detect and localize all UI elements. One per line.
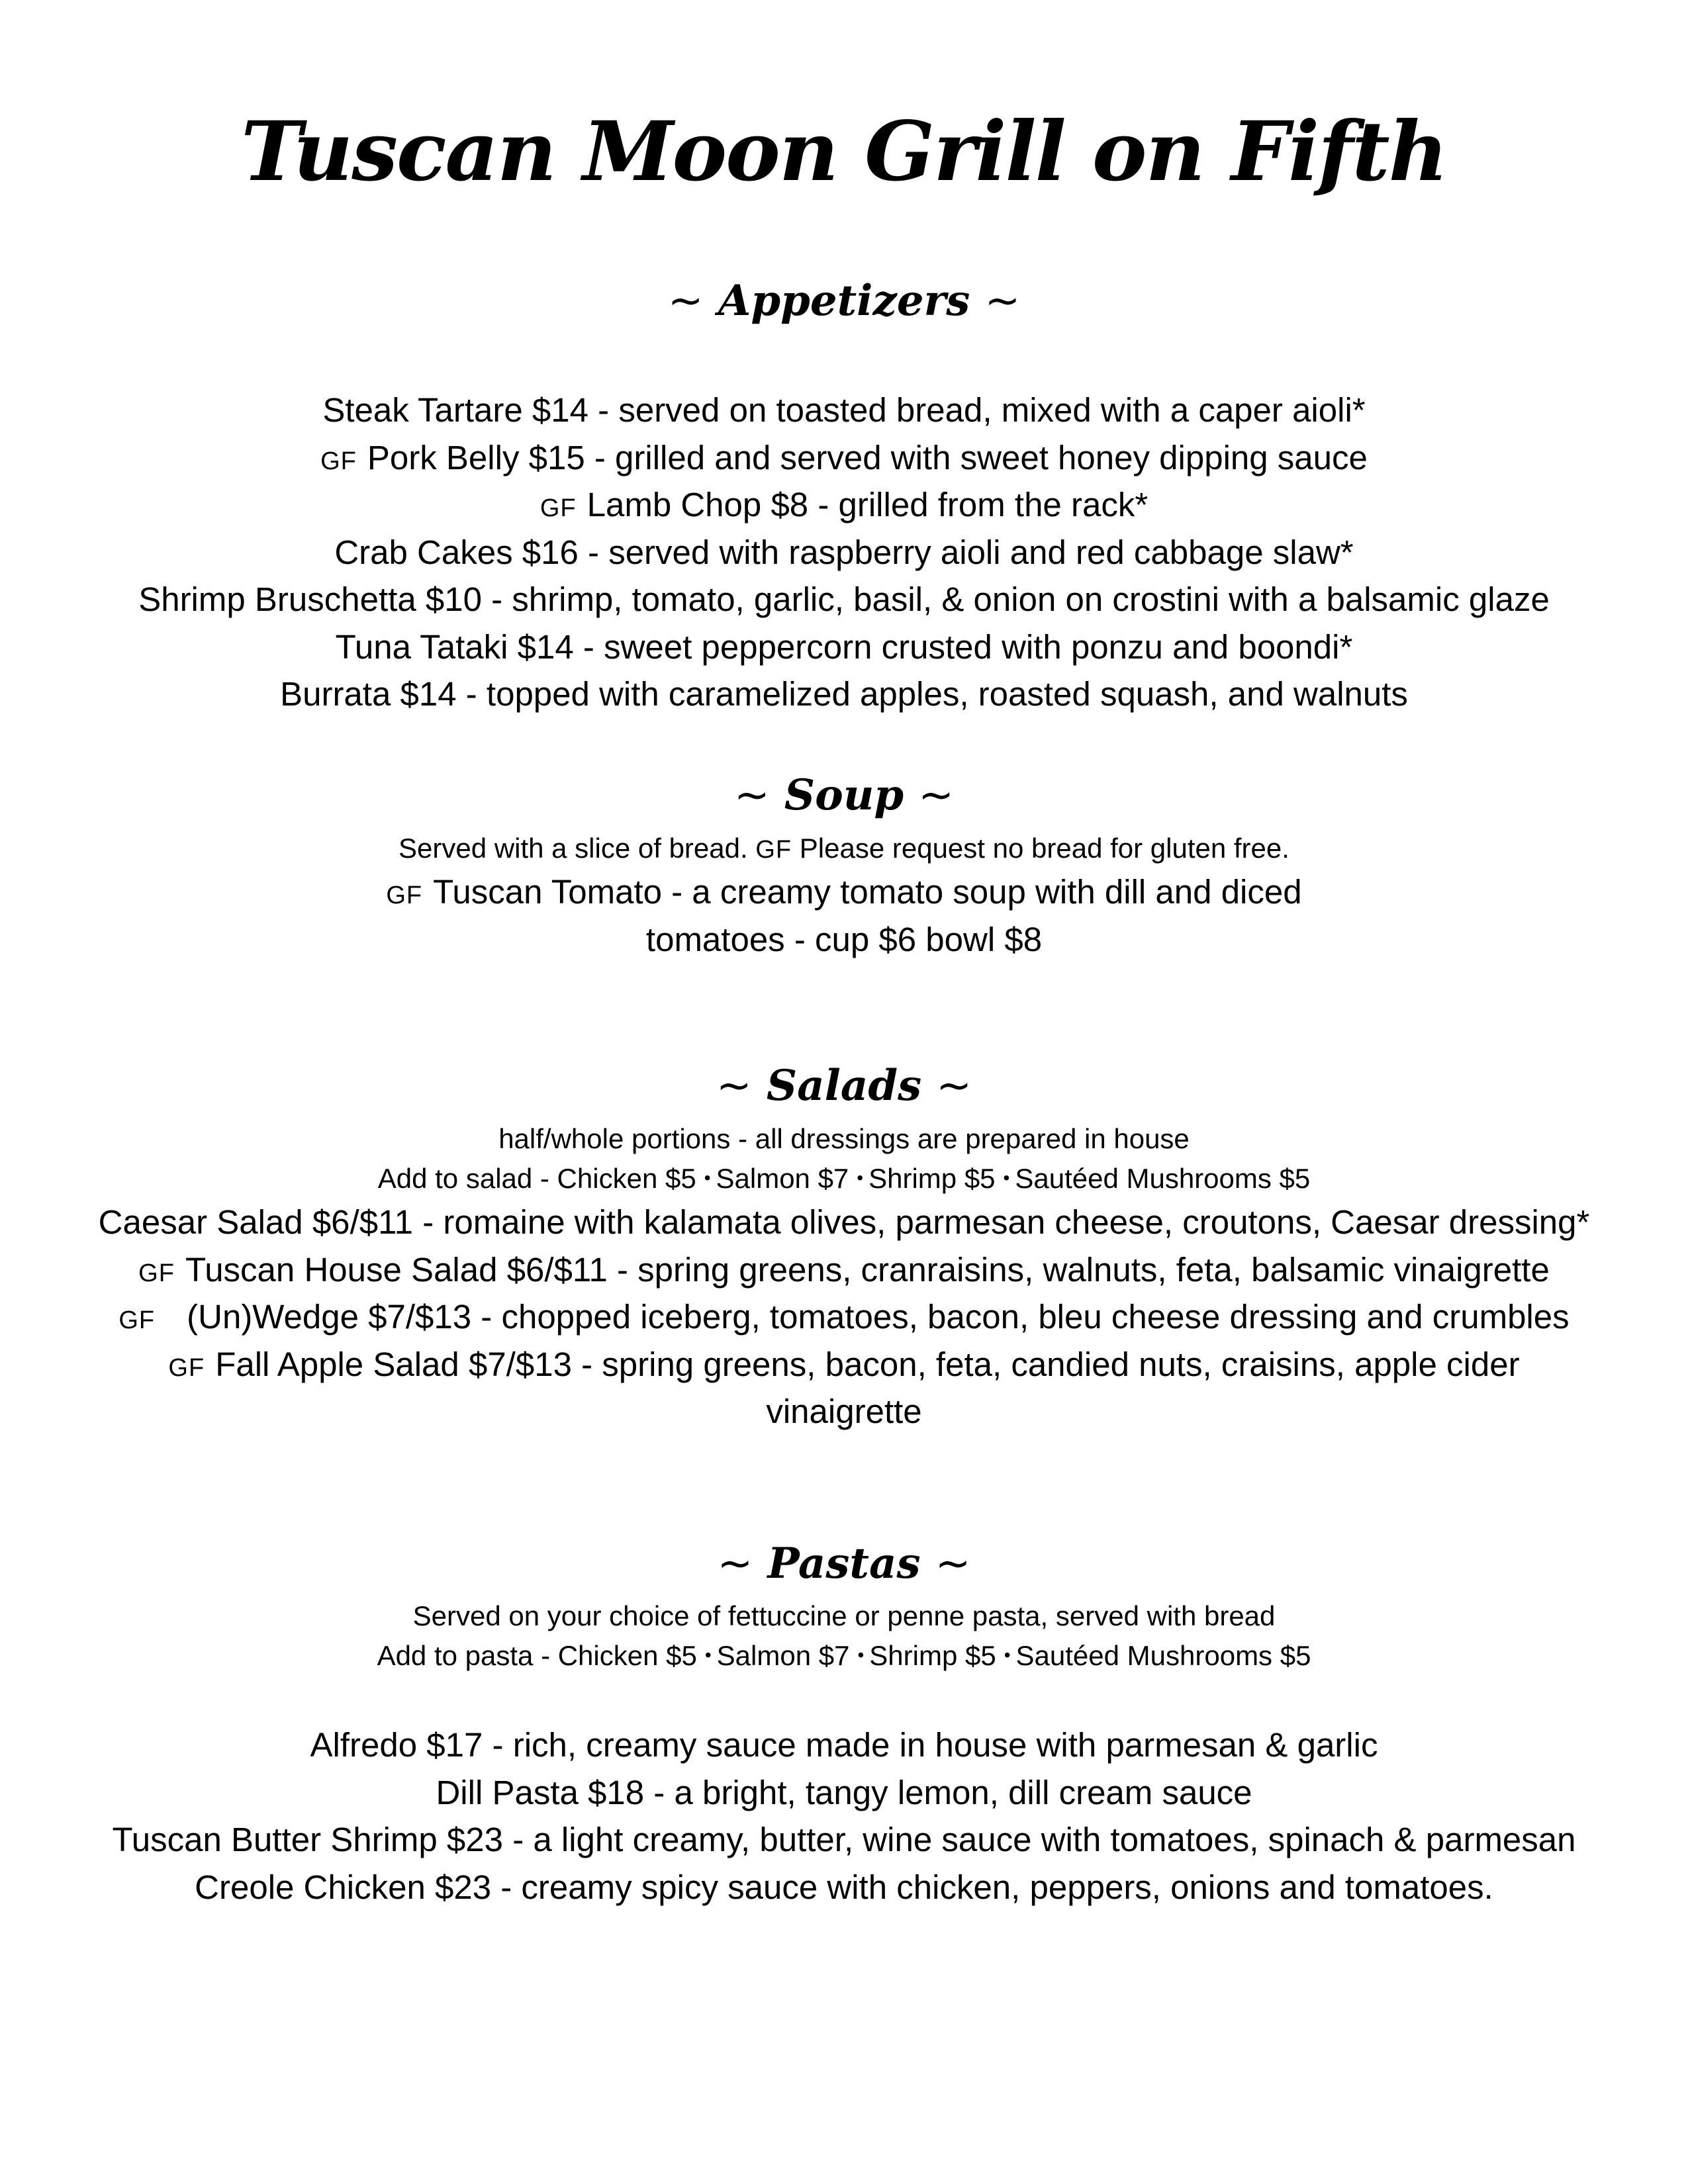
menu-item-text: Steak Tartare $14 - served on toasted bread, mixed with a caper aioli* bbox=[322, 391, 1366, 429]
menu-item bbox=[0, 868, 1688, 916]
tilde-left: ~ bbox=[717, 1539, 753, 1588]
appetizers-heading-label: Appetizers bbox=[718, 276, 970, 326]
gluten-free-tag: GF bbox=[386, 882, 423, 909]
menu-item bbox=[0, 387, 1688, 434]
pastas-note: Served on your choice of fettuccine or penne pasta, served with bread bbox=[412, 1600, 1276, 1631]
salads-heading-label: Salads bbox=[766, 1061, 922, 1111]
menu-item-text: Pork Belly $15 - grilled and served with sweet honey dipping sauce bbox=[367, 438, 1368, 477]
menu-item-text: Tuna Tataki $14 - sweet peppercorn crusted with ponzu and boondi* bbox=[335, 627, 1353, 666]
salads-heading bbox=[0, 1056, 1688, 1116]
bullet-separator: • bbox=[704, 1644, 712, 1665]
menu-item-text: Tuscan Tomato - a creamy tomato soup with dill and diced bbox=[433, 873, 1302, 911]
bullet-separator: • bbox=[857, 1644, 865, 1665]
pastas-list bbox=[0, 1721, 1688, 1911]
menu-item-text: Tuscan Butter Shrimp $23 - a light creamy, butter, wine sauce with tomatoes, spinach & parmesan bbox=[112, 1821, 1576, 1858]
soup-heading bbox=[0, 766, 1688, 825]
menu-item-text: Tuscan House Salad $6/$11 - spring greens, cranraisins, walnuts, feta, balsamic vinaigrette bbox=[185, 1250, 1550, 1289]
menu-item-text: Fall Apple Salad $7/$13 - spring greens, bacon, feta, candied nuts, craisins, apple cider bbox=[215, 1345, 1520, 1383]
menu-item bbox=[0, 529, 1688, 576]
soup-section bbox=[0, 829, 1688, 963]
menu-item-text: Burrata $14 - topped with caramelized apples, roasted squash, and walnuts bbox=[280, 675, 1408, 713]
menu-item-text: Dill Pasta $18 - a bright, tangy lemon, dill cream sauce bbox=[436, 1773, 1252, 1811]
menu-item-text: Shrimp Bruschetta $10 - shrimp, tomato, garlic, basil, & onion on crostini with a balsamic glaze bbox=[138, 580, 1550, 618]
bullet-separator: • bbox=[1003, 1167, 1010, 1188]
tilde-right: ~ bbox=[918, 771, 954, 820]
menu-item-continued: tomatoes - cup $6 bowl $8 bbox=[645, 920, 1043, 958]
menu-item-text: Creole Chicken $23 - creamy spicy sauce with chicken, peppers, onions and tomatoes. bbox=[195, 1868, 1493, 1906]
menu-item bbox=[0, 434, 1688, 482]
salads-note: half/whole portions - all dressings are prepared in house bbox=[498, 1123, 1190, 1154]
soup-heading-label: Soup bbox=[784, 770, 904, 820]
menu-item-text: (Un)Wedge $7/$13 - chopped iceberg, tomatoes, bacon, bleu cheese dressing and crumbles bbox=[187, 1298, 1570, 1336]
salads-section bbox=[0, 1119, 1688, 1435]
bullet-separator: • bbox=[704, 1167, 711, 1188]
menu-item bbox=[0, 1293, 1688, 1341]
pastas-addons: Add to pasta - Chicken $5 • Salmon $7 • Shrimp $5 • Sautéed Mushrooms $5 bbox=[0, 1636, 1688, 1676]
pastas-notes bbox=[0, 1596, 1688, 1676]
menu-item bbox=[0, 481, 1688, 529]
menu-item bbox=[0, 1341, 1688, 1388]
tilde-left: ~ bbox=[667, 277, 704, 326]
gluten-free-tag: GF bbox=[138, 1259, 175, 1287]
soup-note: Served with a slice of bread. GF Please request no bread for gluten free. bbox=[399, 833, 1289, 864]
salads-addons: Add to salad - Chicken $5 • Salmon $7 • Shrimp $5 • Sautéed Mushrooms $5 bbox=[0, 1159, 1688, 1199]
gluten-free-tag: GF bbox=[539, 494, 577, 522]
bullet-separator: • bbox=[1004, 1644, 1011, 1665]
menu-item bbox=[0, 1721, 1688, 1769]
tilde-right: ~ bbox=[935, 1539, 971, 1588]
gluten-free-tag: GF bbox=[320, 447, 357, 475]
tilde-left: ~ bbox=[734, 771, 770, 820]
menu-item bbox=[0, 1769, 1688, 1817]
bullet-separator: • bbox=[857, 1167, 864, 1188]
menu-item-text: Caesar Salad $6/$11 - romaine with kalamata olives, parmesan cheese, croutons, Caesar dressing* bbox=[98, 1203, 1590, 1241]
appetizers-heading bbox=[0, 271, 1688, 331]
gluten-free-tag: GF bbox=[755, 836, 792, 864]
menu-item-text: Alfredo $17 - rich, creamy sauce made in house with parmesan & garlic bbox=[310, 1726, 1378, 1764]
menu-item bbox=[0, 1246, 1688, 1294]
menu-item bbox=[0, 576, 1688, 623]
tilde-left: ~ bbox=[716, 1062, 752, 1111]
menu-item bbox=[0, 670, 1688, 718]
menu-item-text: Crab Cakes $16 - served with raspberry aioli and red cabbage slaw* bbox=[334, 533, 1354, 571]
menu-item-text: Lamb Chop $8 - grilled from the rack* bbox=[586, 486, 1149, 523]
menu-item bbox=[0, 1816, 1688, 1864]
menu-item bbox=[0, 623, 1688, 671]
tilde-right: ~ bbox=[936, 1062, 972, 1111]
gluten-free-tag: GF bbox=[118, 1306, 156, 1334]
tilde-right: ~ bbox=[984, 277, 1021, 326]
pastas-heading-label: Pastas bbox=[767, 1539, 921, 1588]
appetizers-list bbox=[0, 387, 1688, 718]
menu-item bbox=[0, 1864, 1688, 1911]
pastas-heading bbox=[0, 1534, 1688, 1594]
menu-item bbox=[0, 1199, 1688, 1246]
menu-item-continued: vinaigrette bbox=[766, 1392, 922, 1430]
restaurant-title: Tuscan Moon Grill on Fifth bbox=[241, 104, 1447, 200]
gluten-free-tag: GF bbox=[168, 1353, 205, 1382]
